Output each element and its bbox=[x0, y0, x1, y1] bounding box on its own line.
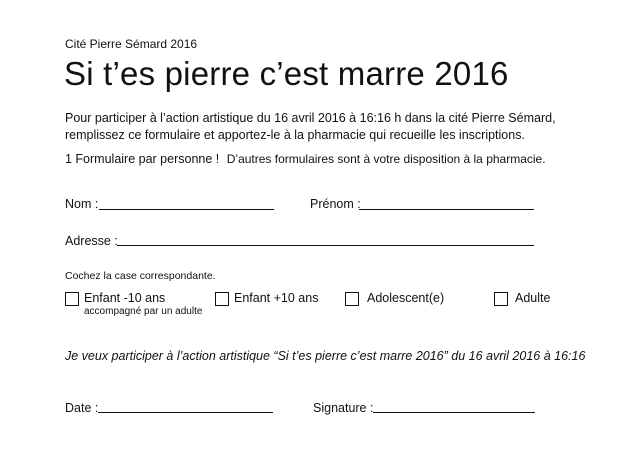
page-title: Si t’es pierre c’est marre 2016 bbox=[64, 55, 509, 92]
prenom-label: Prénom : bbox=[310, 197, 361, 211]
kicker-text: Cité Pierre Sémard 2016 bbox=[65, 37, 198, 51]
category-label-enfant-plus-10: Enfant +10 ans bbox=[234, 291, 319, 305]
category-label-adulte: Adulte bbox=[515, 291, 551, 305]
nom-field[interactable] bbox=[99, 209, 274, 210]
adresse-label: Adresse : bbox=[65, 234, 118, 248]
checkbox-instruction: Cochez la case correspondante. bbox=[65, 270, 216, 282]
category-sub-enfant-moins-10: accompagné par un adulte bbox=[84, 306, 203, 317]
adresse-field[interactable] bbox=[117, 245, 534, 246]
declaration-text: Je veux participer à l’action artistique “Si t’es pierre c’est marre 2016” du 16 avril 2016 à 16:16 bbox=[65, 349, 586, 363]
form-note-bold: 1 Formulaire par personne ! bbox=[65, 152, 220, 166]
intro-line-1: Pour participer à l’action artistique du 16 avril 2016 à 16:16 h dans la cité Pierre Sémard, bbox=[65, 111, 556, 125]
form-note-rest: D’autres formulaires sont à votre disposition à la pharmacie. bbox=[226, 152, 546, 166]
date-field[interactable] bbox=[98, 412, 273, 413]
signature-label: Signature : bbox=[313, 401, 374, 415]
checkbox-adulte[interactable] bbox=[494, 292, 508, 306]
checkbox-adolescent[interactable] bbox=[345, 292, 359, 306]
checkbox-enfant-plus-10[interactable] bbox=[215, 292, 229, 306]
form-note bbox=[65, 152, 546, 166]
prenom-field[interactable] bbox=[359, 209, 534, 210]
nom-label: Nom : bbox=[65, 197, 99, 211]
signature-field[interactable] bbox=[373, 412, 535, 413]
category-label-enfant-moins-10: Enfant -10 ans bbox=[84, 291, 166, 305]
intro-line-2: remplissez ce formulaire et apportez-le à la pharmacie qui recueille les inscriptions. bbox=[65, 128, 525, 142]
date-label: Date : bbox=[65, 401, 99, 415]
checkbox-enfant-moins-10[interactable] bbox=[65, 292, 79, 306]
category-label-adolescent: Adolescent(e) bbox=[367, 291, 445, 305]
